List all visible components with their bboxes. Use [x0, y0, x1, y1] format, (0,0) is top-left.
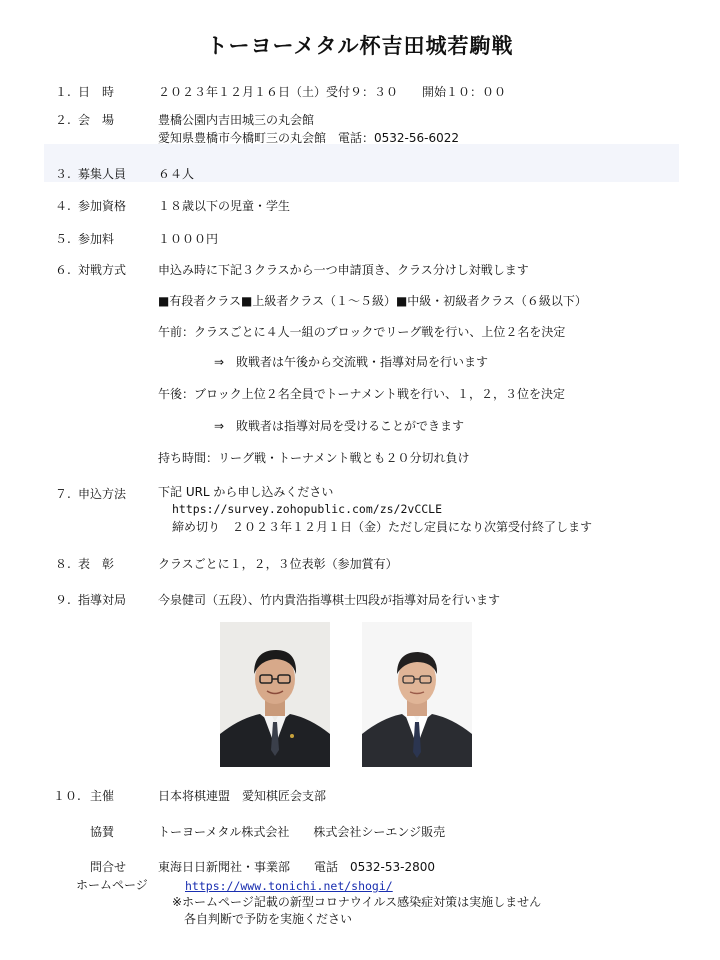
item-number: ５. — [55, 232, 71, 246]
format-classes: ■有段者クラス■上級者クラス（１～５級）■中級・初級者クラス（６級以下） — [158, 294, 587, 308]
sponsor-label: 協賛 — [90, 825, 115, 839]
item-number: １. — [55, 85, 71, 99]
instructor-photo-2 — [362, 622, 472, 767]
item-number: ３. — [55, 167, 71, 181]
contact-value: 東海日日新聞社・事業部 電話 0532-53-2800 — [158, 860, 436, 874]
item-number: ６. — [55, 263, 71, 277]
date-value: ２０２３年１２月１６日（土）受付９：３０ 開始１０：００ — [158, 85, 507, 99]
apply-intro: 下記 URL から申し込みください — [158, 485, 334, 499]
homepage-link[interactable]: https://www.tonichi.net/shogi/ — [185, 879, 393, 893]
apply-label: 申込方法 — [78, 487, 127, 501]
award-label: 表 彰 — [78, 557, 115, 571]
item-number: ２. — [55, 113, 71, 127]
host-value: 日本将棋連盟 愛知棋匠会支部 — [158, 789, 327, 803]
contact-label: 問合せ — [90, 860, 127, 874]
document-title: トーヨーメタル杯吉田城若駒戦 — [206, 34, 514, 58]
portrait-image — [220, 622, 330, 767]
format-time-control: 持ち時間：リーグ戦・トーナメント戦とも２０分切れ負け — [158, 451, 470, 465]
portrait-image — [362, 622, 472, 767]
instructor-photo-1 — [220, 622, 330, 767]
fee-label: 参加料 — [78, 232, 115, 246]
eligibility-value: １８歳以下の児童・学生 — [158, 199, 291, 213]
format-morning: 午前：クラスごとに４人一組のブロックでリーグ戦を行い、上位２名を決定 — [158, 325, 566, 339]
item-number: ４. — [55, 199, 71, 213]
venue-label: 会 場 — [78, 113, 115, 127]
item-number: ９. — [55, 593, 71, 607]
capacity-value: ６４人 — [158, 167, 195, 181]
format-intro: 申込み時に下記３クラスから一つ申請頂き、クラス分けし対戦します — [158, 263, 529, 277]
instruction-value: 今泉健司（五段）、竹内貴浩指導棋士四段が指導対局を行います — [158, 593, 501, 607]
instruction-label: 指導対局 — [78, 593, 127, 607]
prevention-notice: 各自判断で予防を実施ください — [184, 912, 353, 926]
apply-url[interactable]: https://survey.zohopublic.com/zs/2vCCLE — [172, 502, 443, 516]
apply-deadline: 締め切り ２０２３年１２月１日（金）ただし定員になり次第受付終了します — [172, 520, 593, 534]
fee-value: １０００円 — [158, 232, 219, 246]
host-label: 主催 — [90, 789, 115, 803]
covid-notice: ※ホームページ記載の新型コロナウイルス感染症対策は実施しません — [172, 895, 542, 909]
venue-name: 豊橋公園内吉田城三の丸会館 — [158, 113, 315, 127]
sponsor-value: トーヨーメタル株式会社 株式会社シーエンジ販売 — [158, 825, 446, 839]
venue-address: 愛知県豊橋市今橋町三の丸会館 電話：0532-56-6022 — [158, 131, 460, 145]
format-afternoon: 午後：ブロック上位２名全員でトーナメント戦を行い、１，２，３位を決定 — [158, 387, 566, 401]
homepage-label: ホームページ — [76, 878, 148, 892]
highlight-band — [44, 144, 679, 182]
item-number: １０. — [53, 789, 81, 803]
item-number: ８. — [55, 557, 71, 571]
item-number: ７. — [55, 487, 71, 501]
capacity-label: 募集人員 — [78, 167, 127, 181]
date-label: 日 時 — [78, 85, 115, 99]
format-afternoon-note: ⇒ 敗戦者は指導対局を受けることができます — [214, 419, 465, 433]
eligibility-label: 参加資格 — [78, 199, 127, 213]
award-value: クラスごとに１，２，３位表彰（参加賞有） — [158, 557, 398, 571]
format-label: 対戦方式 — [78, 263, 127, 277]
format-morning-note: ⇒ 敗戦者は午後から交流戦・指導対局を行います — [214, 355, 489, 369]
